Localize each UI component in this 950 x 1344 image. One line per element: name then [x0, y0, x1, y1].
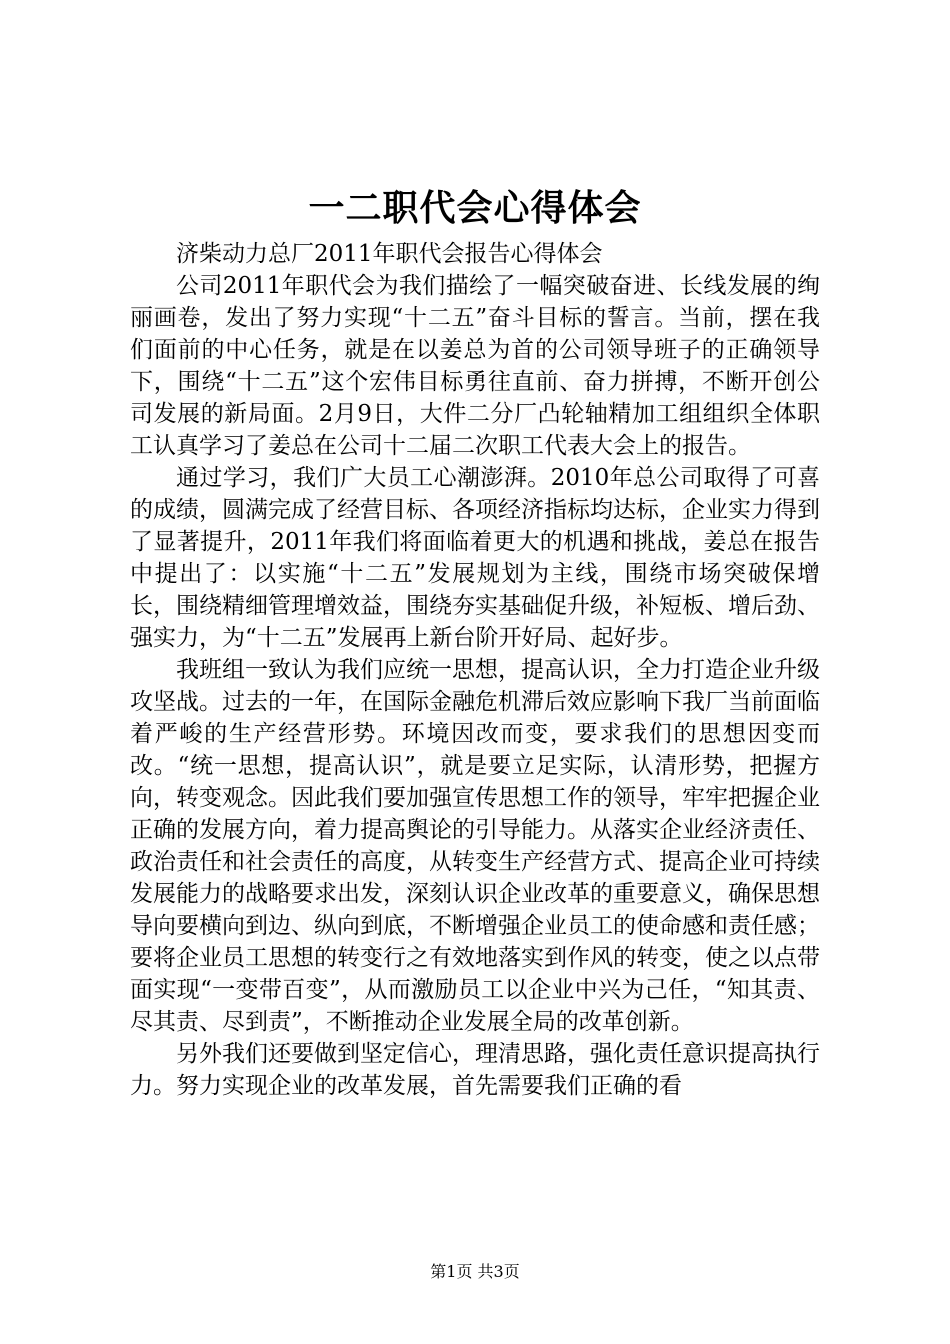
- paragraph-3: 我班组一致认为我们应统一思想，提高认识，全力打造企业升级攻坚战。过去的一年，在国际金融危机滞后效应影响下我厂当前面临着严峻的生产经营形势。环境因改而变，要求我们的思想因变而改。“统一思想，提高认识”，就是要立足实际，认清形势，把握方向，转变观念。因此我们要加强宣传思想工作的领导，牢牢把握企业正确的发展方向，着力提高舆论的引导能力。从落实企业经济责任、政治责任和社会责任的高度，从转变生产经营方式、提高企业可持续发展能力的战略要求出发，深刻认识企业改革的重要意义，确保思想导向要横向到边、纵向到底，不断增强企业员工的使命感和责任感；要将企业员工思想的转变行之有效地落实到作风的转变，使之以点带面实现“一变带百变”，从而激励员工以企业中兴为己任，“知其责、尽其责、尽到责”，不断推动企业发展全局的改革创新。: [130, 657, 820, 1035]
- document-title: 一二职代会心得体会: [308, 187, 642, 229]
- paragraph-1: 公司2011年职代会为我们描绘了一幅突破奋进、长线发展的绚丽画卷，发出了努力实现“十二五”奋斗目标的誓言。当前，摆在我们面前的中心任务，就是在以姜总为首的公司领导班子的正确领导下，围绕“十二五”这个宏伟目标勇往直前、奋力拼搏，不断开创公司发展的新局面。2月9日，大件二分厂凸轮轴精加工组组织全体职工认真学习了姜总在公司十二届二次职工代表大会上的报告。: [130, 273, 820, 459]
- paragraph-4: 另外我们还要做到坚定信心，理清思路，强化责任意识提高执行力。努力实现企业的改革发展，首先需要我们正确的看: [130, 1041, 820, 1099]
- page-number-footer: 第1页 共3页: [430, 1262, 520, 1281]
- document-subtitle: 济柴动力总厂2011年职代会报告心得体会: [176, 241, 603, 267]
- document-body: [130, 238, 820, 1102]
- paragraph-2: 通过学习，我们广大员工心潮澎湃。2010年总公司取得了可喜的成绩，圆满完成了经营目标、各项经济指标均达标，企业实力得到了显著提升，2011年我们将面临着更大的机遇和挑战，姜总在报告中提出了：以实施“十二五”发展规划为主线，围绕市场突破保增长，围绕精细管理增效益，围绕夯实基础促升级，补短板、增后劲、强实力，为“十二五”发展再上新台阶开好局、起好步。: [130, 465, 820, 651]
